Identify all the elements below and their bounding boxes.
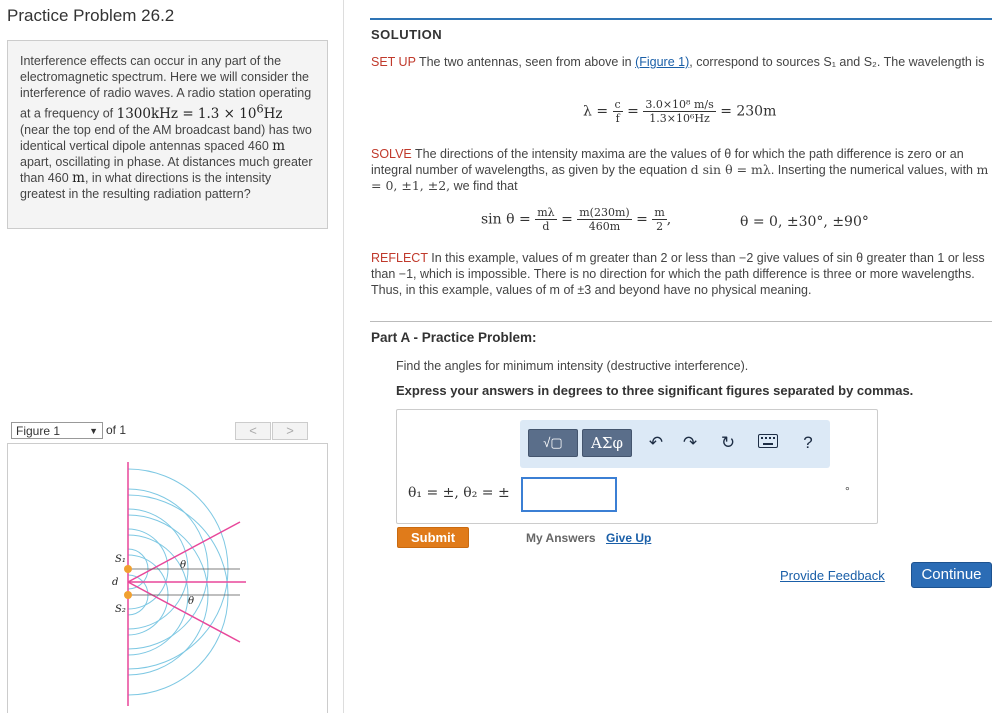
reflect-label: REFLECT bbox=[371, 251, 428, 265]
next-figure-button[interactable]: > bbox=[272, 422, 308, 440]
column-divider bbox=[343, 0, 344, 713]
setup-label: SET UP bbox=[371, 55, 416, 69]
my-answers-link[interactable]: My Answers bbox=[526, 531, 596, 545]
sine-equation: sin θ = $\frac{m\lambda}{d}$ = $\frac{m(230m)}{460m}$ = $\frac{m}{2}$ , bbox=[481, 206, 672, 233]
figure-select[interactable]: Figure 1 ▼ bbox=[11, 422, 103, 439]
chevron-down-icon: ▼ bbox=[89, 426, 98, 436]
prev-figure-button[interactable]: < bbox=[235, 422, 271, 440]
problem-statement bbox=[7, 40, 328, 229]
source-s1 bbox=[124, 565, 132, 573]
math-toolbar bbox=[520, 420, 830, 468]
solution-rule bbox=[370, 18, 992, 20]
figure-count: of 1 bbox=[106, 423, 127, 437]
solve-text-3: we find that bbox=[453, 179, 518, 193]
interference-diagram bbox=[8, 444, 327, 714]
label-s1: S₁ bbox=[115, 554, 126, 565]
page-title: Practice Problem 26.2 bbox=[7, 6, 175, 25]
provide-feedback-link[interactable]: Provide Feedback bbox=[780, 568, 885, 583]
setup-paragraph bbox=[371, 54, 991, 70]
answer-input[interactable] bbox=[521, 477, 617, 512]
label-s2: S₂ bbox=[115, 604, 126, 615]
figure-navigation bbox=[7, 420, 328, 442]
solve-paragraph bbox=[371, 146, 996, 194]
degree-symbol: ° bbox=[845, 484, 850, 498]
label-theta-top: θ bbox=[180, 560, 187, 571]
reflect-paragraph bbox=[371, 250, 996, 298]
source-s2 bbox=[124, 591, 132, 599]
instruction-text: Express your answers in degrees to three significant figures separated by commas. bbox=[396, 383, 914, 398]
label-theta-bottom: θ bbox=[188, 596, 195, 607]
keyboard-icon[interactable] bbox=[758, 433, 778, 453]
problem-text-2: (near the top end of the AM broadcast band) has two identical vertical dipole antennas spaced 460 bbox=[20, 122, 312, 153]
solve-m-values: m = 0, ±1, ±2, bbox=[371, 162, 989, 193]
templates-button[interactable]: √▢ bbox=[528, 429, 578, 457]
solve-equation: d sin θ = mλ bbox=[690, 162, 771, 177]
question-text: Find the angles for minimum intensity (destructive interference). bbox=[396, 359, 749, 373]
part-a-title: Part A - Practice Problem: bbox=[371, 330, 537, 345]
angle-results: θ = 0, ±30°, ±90° bbox=[740, 214, 869, 230]
problem-text-1: Interference effects can occur in any part of the electromagnetic spectrum. Here we will consider the interference of radio waves. A radio station operating at a frequency of bbox=[20, 54, 312, 121]
frequency-value: $1300kHz = 1.3 \times 10^6Hz$ bbox=[116, 102, 283, 122]
solve-text-2: . Inserting the numerical values, with bbox=[770, 163, 973, 177]
help-icon[interactable]: ? bbox=[803, 433, 813, 452]
redo-icon[interactable]: ↷ bbox=[682, 433, 698, 452]
reset-icon[interactable]: ↻ bbox=[720, 433, 736, 452]
part-a-rule bbox=[370, 321, 992, 322]
solution-heading: SOLUTION bbox=[371, 27, 443, 42]
label-d: d bbox=[112, 577, 119, 588]
problem-text-4: , in what directions is the intensity greatest in the resulting radiation pattern? bbox=[20, 170, 272, 201]
reflect-text: In this example, values of m greater than 2 or less than −2 give values of sin θ greater than 1 or less than −1, which is impossible. There is no direction for which the path difference is three or more wavelengths. Thus, in this example, values of m of ±3 and beyond have no physical meaning. bbox=[371, 251, 985, 297]
setup-text-1: The two antennas, seen from above in bbox=[418, 55, 632, 69]
figure-1-link[interactable]: (Figure 1) bbox=[635, 55, 690, 69]
setup-text-2: , correspond to sources S₁ and S₂. The wavelength is bbox=[689, 55, 985, 69]
problem-text-3: apart, oscillating in phase. At distances much greater than 460 bbox=[20, 154, 313, 185]
figure-panel bbox=[7, 443, 328, 713]
wavelength-equation: λ = $\frac{c}{f}$ = $\frac{\text{3.0×10⁸ m/s}}{\text{1.3×10⁶Hz}}$ = 230m bbox=[583, 98, 777, 125]
solve-label: SOLVE bbox=[371, 147, 412, 161]
solve-text-1: The directions of the intensity maxima are the values of θ for which the path difference is zero or an integral number of wavelengths, as given by the equation bbox=[371, 147, 964, 177]
unit-m-2: m bbox=[72, 169, 85, 186]
give-up-link[interactable]: Give Up bbox=[606, 531, 652, 545]
undo-icon[interactable]: ↶ bbox=[648, 433, 664, 452]
continue-button[interactable]: Continue bbox=[911, 562, 992, 588]
answer-label: θ₁ = ±, θ₂ = ± bbox=[408, 485, 510, 501]
unit-m-1: m bbox=[272, 137, 286, 154]
submit-button[interactable]: Submit bbox=[397, 527, 469, 548]
greek-symbols-button[interactable]: ΑΣφ bbox=[582, 429, 632, 457]
